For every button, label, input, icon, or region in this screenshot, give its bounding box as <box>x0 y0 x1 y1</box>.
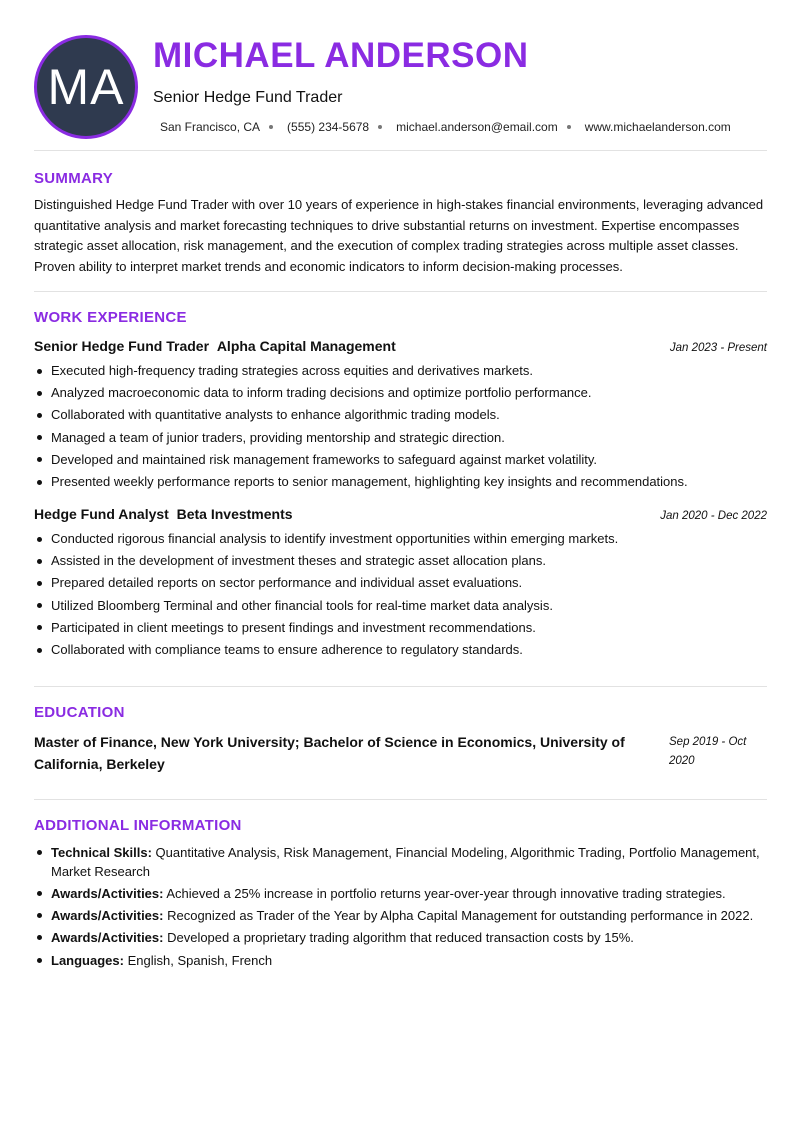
job-company: Beta Investments <box>176 506 293 522</box>
work-experience-heading: WORK EXPERIENCE <box>34 309 187 326</box>
divider <box>34 686 767 687</box>
item-label: Awards/Activities: <box>51 930 164 945</box>
list-item <box>34 884 767 903</box>
item-text: Quantitative Analysis, Risk Management, Financial Modeling, Algorithmic Trading, Portfolio Management, Market Research <box>51 845 760 879</box>
contact-row <box>160 120 731 134</box>
list-item: Developed and maintained risk management frameworks to safeguard against market volatility. <box>34 449 767 471</box>
list-item: Assisted in the development of investment theses and strategic asset allocation plans. <box>34 550 767 572</box>
job-bullet-list <box>34 360 767 493</box>
job-title-line <box>34 338 396 354</box>
job-header <box>34 506 767 522</box>
item-label: Technical Skills: <box>51 845 152 860</box>
item-text: English, Spanish, French <box>127 953 273 968</box>
contact-website[interactable]: www.michaelanderson.com <box>584 120 731 134</box>
list-item <box>34 928 767 947</box>
job-title: Hedge Fund Analyst <box>34 506 169 522</box>
divider <box>34 799 767 800</box>
item-label: Awards/Activities: <box>51 886 164 901</box>
job-dates: Jan 2020 - Dec 2022 <box>660 510 767 522</box>
list-item: Managed a team of junior traders, providing mentorship and strategic direction. <box>34 427 767 449</box>
item-text: Developed a proprietary trading algorithm that reduced transaction costs by 15%. <box>167 930 634 945</box>
item-text: Recognized as Trader of the Year by Alpha Capital Management for outstanding performance in 2022. <box>167 908 754 923</box>
contact-location: San Francisco, CA <box>160 120 261 134</box>
list-item: Utilized Bloomberg Terminal and other financial tools for real-time market data analysis. <box>34 595 767 617</box>
separator-dot-icon <box>567 125 571 129</box>
education-dates: Sep 2019 - Oct 2020 <box>669 736 747 767</box>
separator-dot-icon <box>269 125 273 129</box>
job-dates: Jan 2023 - Present <box>669 342 767 354</box>
list-item <box>34 951 767 970</box>
list-item: Prepared detailed reports on sector performance and individual asset evaluations. <box>34 572 767 594</box>
job-title: Senior Hedge Fund Trader <box>34 338 210 354</box>
divider <box>34 291 767 292</box>
item-label: Awards/Activities: <box>51 908 164 923</box>
list-item: Executed high-frequency trading strategies across equities and derivatives markets. <box>34 360 767 382</box>
list-item: Collaborated with quantitative analysts to enhance algorithmic trading models. <box>34 404 767 426</box>
list-item: Collaborated with compliance teams to ensure adherence to regulatory standards. <box>34 639 767 661</box>
contact-phone: (555) 234-5678 <box>287 120 370 134</box>
job-bullet-list <box>34 528 767 661</box>
divider <box>34 150 767 151</box>
list-item: Presented weekly performance reports to senior management, highlighting key insights and recommendations. <box>34 471 767 493</box>
summary-text: Distinguished Hedge Fund Trader with over 10 years of experience in high-stakes financial environments, leveraging advanced quantitative analysis and market forecasting techniques to drive substantial returns on investment. Expertise encompasses strategic asset allocation, risk management, and the execution of complex trading strategies across multiple asset classes. Proven ability to interpret market trends and economic indicators to inform decision-making processes. <box>34 197 764 274</box>
additional-information-heading: ADDITIONAL INFORMATION <box>34 817 242 834</box>
education-degree: Master of Finance, New York University; Bachelor of Science in Economics, University of California, Berkeley <box>34 734 625 772</box>
avatar-initials: MA <box>47 59 125 115</box>
candidate-name: MICHAEL ANDERSON <box>153 36 529 75</box>
list-item: Conducted rigorous financial analysis to identify investment opportunities within emerging markets. <box>34 528 767 550</box>
list-item: Analyzed macroeconomic data to inform trading decisions and optimize portfolio performance. <box>34 382 767 404</box>
avatar <box>34 35 138 139</box>
list-item <box>34 843 767 881</box>
job-company: Alpha Capital Management <box>216 338 396 354</box>
job-title-line <box>34 506 293 522</box>
candidate-title: Senior Hedge Fund Trader <box>153 89 343 106</box>
additional-information-list <box>34 843 767 973</box>
separator-dot-icon <box>378 125 382 129</box>
list-item: Participated in client meetings to present findings and investment recommendations. <box>34 617 767 639</box>
education-heading: EDUCATION <box>34 704 125 721</box>
job-header <box>34 338 767 354</box>
item-text: Achieved a 25% increase in portfolio returns year-over-year through innovative trading strategies. <box>166 886 726 901</box>
list-item <box>34 906 767 925</box>
summary-heading: SUMMARY <box>34 170 114 187</box>
contact-email[interactable]: michael.anderson@email.com <box>396 120 558 134</box>
item-label: Languages: <box>51 953 124 968</box>
